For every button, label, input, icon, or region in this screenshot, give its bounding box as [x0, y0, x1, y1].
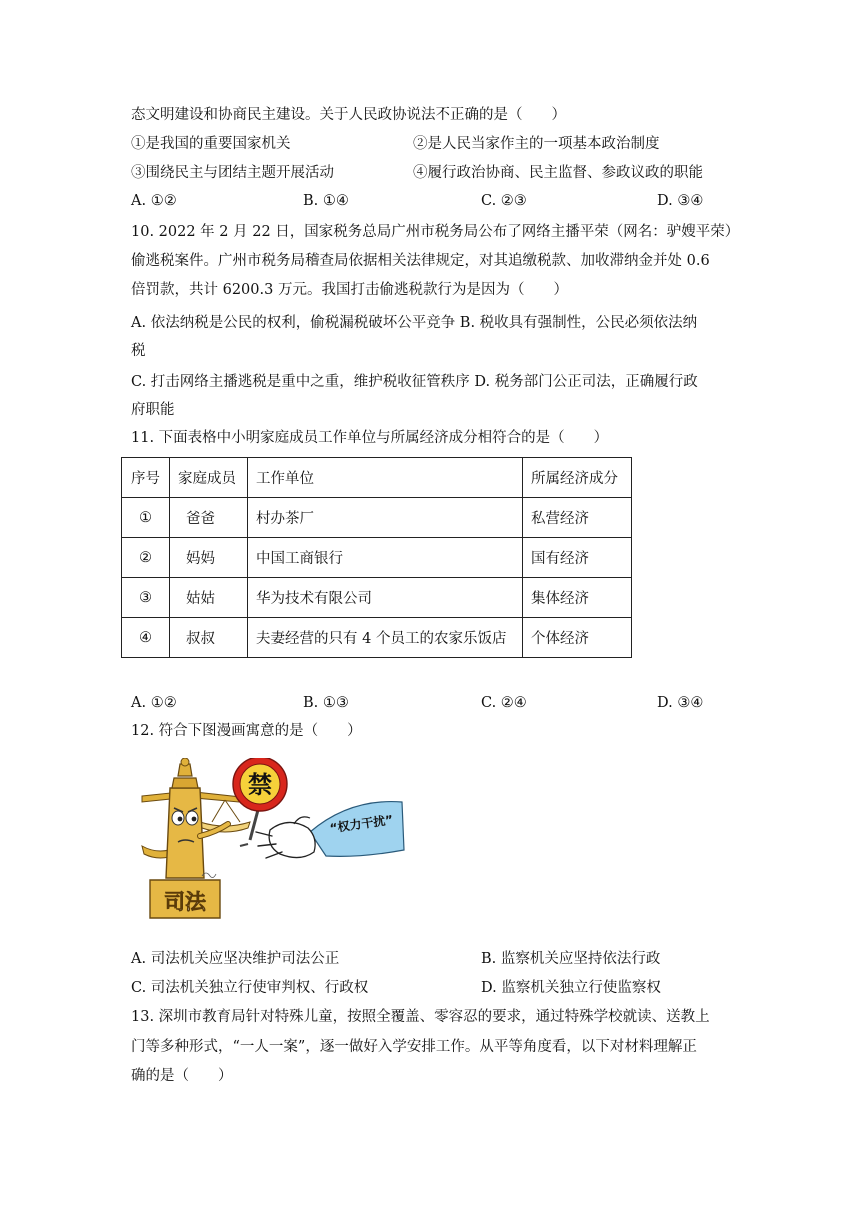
table-cell: 姑姑 — [170, 578, 248, 618]
table-header-row — [122, 458, 632, 498]
q11-option-a: A. ①② — [131, 695, 177, 711]
table-cell: 爸爸 — [170, 498, 248, 538]
q10-options-line-1: A. 依法纳税是公民的权利，偷税漏税破坏公平竞争 B. 税收具有强制性，公民必须依法纳 — [131, 315, 698, 331]
q9-option-b: B. ①④ — [303, 193, 349, 209]
table-cell: 集体经济 — [523, 578, 632, 618]
table-cell: 私营经济 — [523, 498, 632, 538]
q10-stem-line-3: 倍罚款，共计 6200.3 万元。我国打击偷逃税款行为是因为（ ） — [131, 282, 568, 298]
interfering-hand-icon — [269, 822, 315, 857]
table-row — [122, 538, 632, 578]
q9-statement-1: ①是我国的重要国家机关 — [131, 136, 291, 152]
table-cell: 妈妈 — [170, 538, 248, 578]
q9-statement-4: ④履行政治协商、民主监督、参政议政的职能 — [413, 165, 703, 181]
q10-options-line-2: 税 — [131, 343, 146, 359]
table-cell: ② — [122, 538, 170, 578]
table-header-cell: 工作单位 — [248, 458, 523, 498]
table-cell: 国有经济 — [523, 538, 632, 578]
table-cell: 夫妻经营的只有 4 个员工的农家乐饭店 — [248, 618, 523, 658]
q11-option-d: D. ③④ — [657, 695, 704, 711]
q9-option-c: C. ②③ — [481, 193, 527, 209]
table-header-cell: 家庭成员 — [170, 458, 248, 498]
table-header-cell: 所属经济成分 — [523, 458, 632, 498]
q9-stem-text-b: 正确的是（ ） — [450, 107, 566, 123]
q13-stem-line-1: 13. 深圳市教育局针对特殊儿童，按照全覆盖、零容忍的要求，通过特殊学校就读、送教上 — [131, 1009, 710, 1025]
ban-sign-text: 禁 — [248, 771, 272, 799]
q10-options-line-4: 府职能 — [131, 402, 175, 418]
q9-statement-2: ②是人民当家作主的一项基本政治制度 — [413, 136, 660, 152]
q12-stem: 12. 符合下图漫画寓意的是（ ） — [131, 723, 362, 739]
q9-emphasis-char: 不 — [435, 107, 450, 123]
q11-stem: 11. 下面表格中小明家庭成员工作单位与所属经济成分相符合的是（ ） — [131, 430, 609, 446]
q9-stem-text-a: 态文明建设和协商民主建设。关于人民政协说法 — [131, 107, 436, 123]
q13-stem-line-3: 确的是（ ） — [131, 1068, 233, 1084]
q13-stem-line-2: 门等多种形式，“一人一案”，逐一做好入学安排工作。从平等角度看，以下对材料理解正 — [131, 1039, 697, 1055]
table-cell: 华为技术有限公司 — [248, 578, 523, 618]
table-row — [122, 498, 632, 538]
table-cell: 叔叔 — [170, 618, 248, 658]
justice-cartoon — [140, 758, 410, 924]
q9-stem — [131, 105, 566, 125]
q12-option-a: A. 司法机关应坚决维护司法公正 — [131, 951, 340, 967]
table-cell: 村办茶厂 — [248, 498, 523, 538]
table-cell: 个体经济 — [523, 618, 632, 658]
q12-option-b: B. 监察机关应坚持依法行政 — [481, 951, 661, 967]
table-header-cell: 序号 — [122, 458, 170, 498]
table-cell: ① — [122, 498, 170, 538]
q9-option-a: A. ①② — [131, 193, 177, 209]
q12-option-c: C. 司法机关独立行使审判权、行政权 — [131, 980, 369, 996]
q10-stem-line-2: 偷逃税案件。广州市税务局稽查局依据相关法律规定，对其追缴税款、加收滞纳金并处 0.6 — [131, 253, 710, 269]
q10-stem-line-1: 10. 2022 年 2 月 22 日，国家税务总局广州市税务局公布了网络主播平荣（网名：驴嫂平荣） — [131, 224, 740, 240]
table-cell: ④ — [122, 618, 170, 658]
power-banner-text: “权力干扰” — [328, 812, 394, 836]
base-label: 司法 — [164, 890, 206, 914]
table-row — [122, 578, 632, 618]
q12-option-d: D. 监察机关独立行使监察权 — [481, 980, 661, 996]
q11-option-c: C. ②④ — [481, 695, 527, 711]
table-row — [122, 618, 632, 658]
table-cell: 中国工商银行 — [248, 538, 523, 578]
q9-statement-3: ③围绕民主与团结主题开展活动 — [131, 165, 334, 181]
q10-options-line-3: C. 打击网络主播逃税是重中之重，维护税收征管秩序 D. 税务部门公正司法，正确履行政 — [131, 374, 698, 390]
table-cell: ③ — [122, 578, 170, 618]
q11-option-b: B. ①③ — [303, 695, 349, 711]
tower-body — [166, 788, 204, 878]
q9-option-d: D. ③④ — [657, 193, 704, 209]
q11-table — [121, 457, 632, 658]
